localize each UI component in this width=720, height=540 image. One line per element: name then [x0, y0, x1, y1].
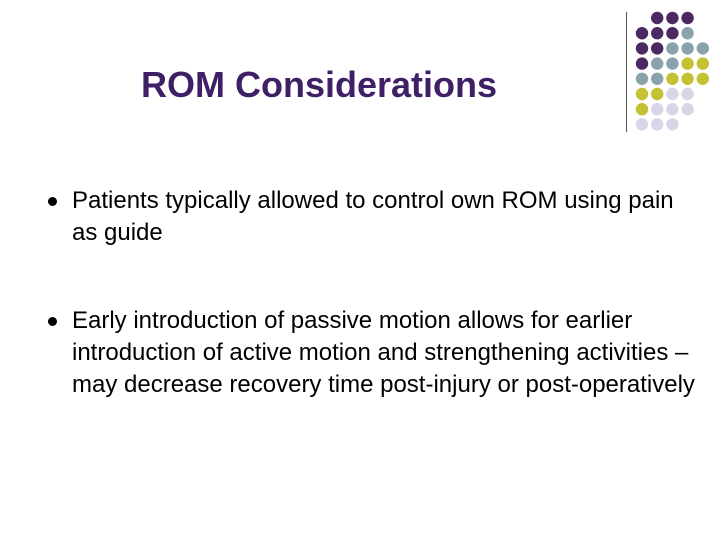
- decorative-dot: [681, 42, 693, 54]
- decorative-dot: [681, 103, 693, 115]
- decorative-dot: [666, 27, 678, 39]
- decorative-dot: [666, 118, 678, 130]
- decorative-dot: [651, 118, 663, 130]
- decorative-dot: [636, 118, 648, 130]
- decorative-dot: [636, 73, 648, 85]
- decorative-dot: [651, 42, 663, 54]
- decorative-dot: [666, 103, 678, 115]
- decorative-dot: [636, 88, 648, 100]
- decorative-dot: [651, 73, 663, 85]
- decorative-dot: [666, 57, 678, 69]
- decorative-dot: [651, 57, 663, 69]
- bullet-dot-icon: [48, 197, 57, 206]
- bullet-list: [48, 185, 698, 401]
- decorative-dot: [636, 27, 648, 39]
- decorative-dot: [636, 103, 648, 115]
- decorative-dot: [697, 73, 709, 85]
- slide-title: ROM Considerations: [141, 64, 498, 105]
- decorative-dot: [651, 27, 663, 39]
- bullet-item: [48, 305, 698, 401]
- decorative-dot: [651, 88, 663, 100]
- decorative-dot: [681, 57, 693, 69]
- decorative-dot: [651, 103, 663, 115]
- decorative-dot: [636, 42, 648, 54]
- bullet-item: [48, 185, 698, 249]
- decorative-dot: [681, 12, 693, 24]
- decorative-dot: [697, 42, 709, 54]
- decorative-dot: [666, 73, 678, 85]
- decorative-dot: [681, 27, 693, 39]
- bullet-dot-icon: [48, 317, 57, 326]
- bullet-text: Early introduction of passive motion allows for earlier introduction of active motion and strengthening activities – may decrease recovery time post-injury or post-operatively: [72, 307, 695, 398]
- decorative-dot: [681, 88, 693, 100]
- decorative-dot: [651, 12, 663, 24]
- decorative-dot: [666, 12, 678, 24]
- decorative-dot: [636, 57, 648, 69]
- decorative-dot: [666, 42, 678, 54]
- decorative-dot-grid: [0, 0, 720, 140]
- decorative-dot: [666, 88, 678, 100]
- decorative-dot: [681, 73, 693, 85]
- bullet-text: Patients typically allowed to control own ROM using pain as guide: [72, 187, 674, 246]
- decorative-dot: [697, 57, 709, 69]
